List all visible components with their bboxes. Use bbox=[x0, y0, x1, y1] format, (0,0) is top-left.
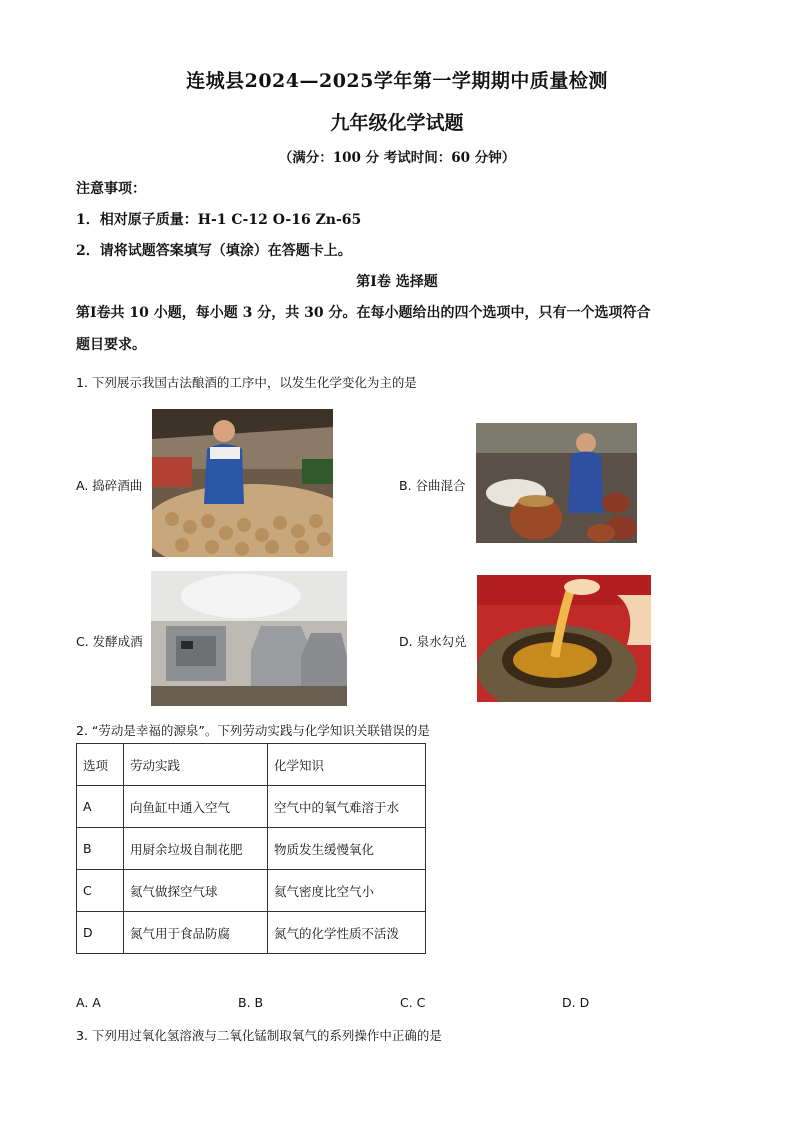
table-header-cell: 选项 bbox=[77, 744, 124, 786]
q1-option-d: D. 泉水勾兑 bbox=[399, 634, 467, 649]
question-3-stem: 3. 下列用过氧化氢溶液与二氧化锰制取氧气的系列操作中正确的是 bbox=[76, 1028, 442, 1043]
table-cell: D bbox=[77, 912, 124, 954]
q2-answer-a: A. A bbox=[76, 995, 101, 1010]
table-cell: C bbox=[77, 870, 124, 912]
table-cell: 氦气做探空气球 bbox=[124, 870, 268, 912]
table-cell: 氮气的化学性质不活泼 bbox=[268, 912, 426, 954]
notes-heading: 注意事项： bbox=[76, 181, 146, 197]
crushing-yeast-photo bbox=[152, 409, 333, 557]
table-cell: 向鱼缸中通入空气 bbox=[124, 786, 268, 828]
question-1-stem: 1. 下列展示我国古法酿酒的工序中，以发生化学变化为主的是 bbox=[76, 375, 417, 390]
notes-item-2: 2．请将试题答案填写（填涂）在答题卡上。 bbox=[76, 243, 352, 259]
q1-option-c: C. 发酵成酒 bbox=[76, 634, 143, 649]
table-cell: 用厨余垃圾自制花肥 bbox=[124, 828, 268, 870]
section-intro-line-2: 题目要求。 bbox=[76, 337, 146, 353]
exam-title: 连城县2024—2025学年第一学期期中质量检测 bbox=[186, 70, 608, 92]
table-cell: B bbox=[77, 828, 124, 870]
q1-option-b: B. 谷曲混合 bbox=[399, 478, 466, 493]
exam-subtitle: 九年级化学试题 bbox=[330, 112, 464, 134]
question-2-table bbox=[76, 743, 426, 954]
pouring-liquor-photo bbox=[477, 575, 651, 702]
table-header-row bbox=[77, 744, 426, 786]
table-row bbox=[77, 786, 426, 828]
fermentation-equipment-photo bbox=[151, 571, 347, 706]
table-cell: 物质发生缓慢氧化 bbox=[268, 828, 426, 870]
table-cell: 空气中的氧气难溶于水 bbox=[268, 786, 426, 828]
q2-answer-b: B. B bbox=[238, 995, 264, 1010]
table-header-cell: 化学知识 bbox=[268, 744, 426, 786]
exam-info: （满分：100 分 考试时间：60 分钟） bbox=[278, 150, 516, 166]
section-title: 第Ⅰ卷 选择题 bbox=[356, 274, 438, 290]
table-row bbox=[77, 870, 426, 912]
q1-option-a: A. 捣碎酒曲 bbox=[76, 478, 143, 493]
table-header-cell: 劳动实践 bbox=[124, 744, 268, 786]
table-cell: 氦气密度比空气小 bbox=[268, 870, 426, 912]
table-cell: 氮气用于食品防腐 bbox=[124, 912, 268, 954]
table-row bbox=[77, 912, 426, 954]
section-intro-line-1: 第Ⅰ卷共 10 小题，每小题 3 分，共 30 分。在每小题给出的四个选项中，只有一个选项符合 bbox=[76, 305, 651, 321]
q2-answer-c: C. C bbox=[400, 995, 426, 1010]
table-cell: A bbox=[77, 786, 124, 828]
q2-answer-d: D. D bbox=[562, 995, 590, 1010]
mixing-grain-photo bbox=[476, 423, 637, 543]
notes-item-1: 1．相对原子质量：H-1 C-12 O-16 Zn-65 bbox=[76, 212, 362, 228]
table-row bbox=[77, 828, 426, 870]
question-2-stem: 2. “劳动是幸福的源泉”。下列劳动实践与化学知识关联错误的是 bbox=[76, 723, 430, 738]
